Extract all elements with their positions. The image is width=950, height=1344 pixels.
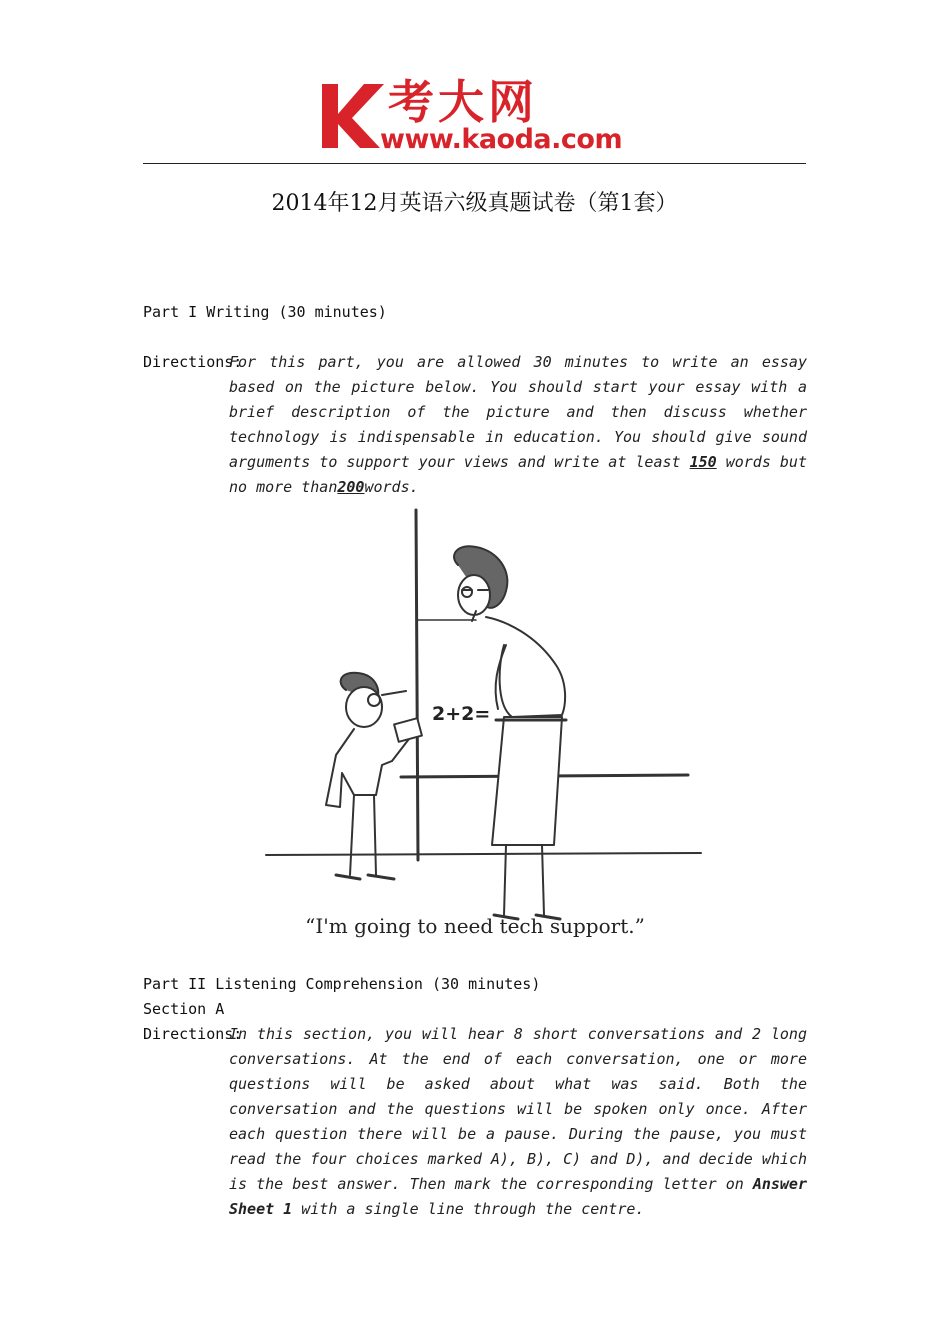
cartoon-illustration [236,495,714,960]
kaoda-logo [318,72,640,162]
answer-sheet-ref: Answer Sheet 1 [229,1175,807,1218]
part2-directions-t1: In this section, you will hear 8 short conversations and 2 long conversations. At the end of each conversation, one or more questions will be asked about what was said. Both the conversation and the questions will be spoken only once. After each question there will be a pause. During the pause, you must read the four choices marked A), B), C) and D), and decide which is the best answer. Then mark the corresponding letter on [229,1025,807,1193]
part1-directions-text [229,350,807,500]
part1-directions-label: Directions: [143,353,243,371]
k-logo-icon [318,80,388,152]
part2-directions-text [229,1022,807,1222]
part2-directions-t2: with a single line through the centre. [292,1200,645,1218]
part1-directions-t3: words. [364,478,419,496]
part2-heading: Part II Listening Comprehension (30 minutes) [143,975,541,993]
logo-url-text: www.kaoda.com [380,124,623,155]
page-title: 2014年12月英语六级真题试卷（第1套） [271,191,678,216]
cartoon-caption: “I'm going to need tech support.” [305,914,645,938]
part1-directions-t1: For this part, you are allowed 30 minutes to write an essay based on the picture below. You should start your essay with a brief description of the picture and then discuss whether technology is indispensable in education. You should give sound arguments to support your views and write at least [229,353,807,471]
min-words: 150 [689,453,717,471]
logo-chinese-text: 考大网 [388,75,538,129]
chalkboard-equation: 2+2= [432,703,491,725]
max-words: 200 [337,478,365,496]
part1-heading: Part I Writing (30 minutes) [143,303,387,321]
header-divider [143,163,806,164]
part2-section-label: Section A [143,1000,225,1018]
part2-directions-label: Directions: [143,1025,243,1043]
part1-directions-t2: words but no more than [229,453,807,496]
